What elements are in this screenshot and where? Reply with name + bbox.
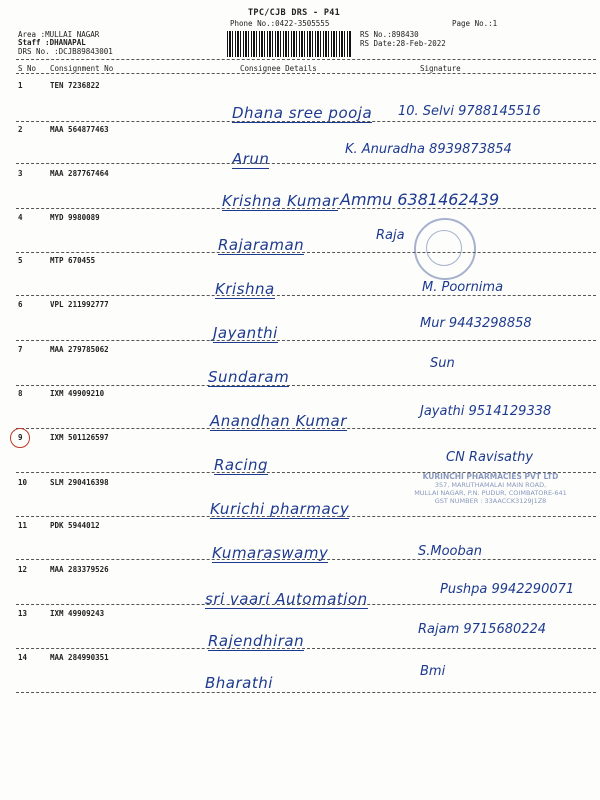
signature: 10. Selvi 9788145516	[398, 104, 541, 119]
signature: Ammu 6381462439	[340, 190, 500, 209]
staff-field: Staff :DHANAPAL	[18, 38, 86, 47]
consignment-number: TEN 7236822	[50, 81, 100, 90]
row-number: 14	[18, 653, 28, 662]
rs-number: RS No.:898430	[360, 30, 419, 39]
consignment-number: PDK 5944012	[50, 521, 100, 530]
consignee-name: Anandhan Kumar	[210, 412, 347, 430]
divider	[16, 385, 596, 386]
consignee-name: Jayanthi	[213, 324, 278, 342]
divider	[16, 340, 596, 341]
signature: S.Mooban	[418, 544, 482, 559]
signature: Mur 9443298858	[420, 316, 532, 331]
row-number: 9	[18, 433, 23, 442]
row-number: 2	[18, 125, 23, 134]
row-number: 7	[18, 345, 23, 354]
divider	[16, 59, 596, 60]
divider	[16, 252, 596, 253]
col-header-sno: S No	[18, 64, 37, 73]
consignment-number: IXM 49909243	[50, 609, 105, 618]
drs-title: TPC/CJB DRS - P41	[248, 8, 341, 18]
signature: K. Anuradha 8939873854	[345, 142, 512, 157]
row-number: 5	[18, 256, 23, 265]
consignee-name: Krishna	[215, 280, 275, 298]
rs-date: RS Date:28-Feb-2022	[360, 39, 446, 48]
consignee-name: Sundaram	[208, 368, 290, 386]
col-header-consignment: Consignment No	[50, 64, 114, 73]
consignee-name: Krishna Kumar	[222, 192, 339, 210]
consignee-name: Arun	[232, 150, 270, 168]
consignment-number: IXM 49909210	[50, 389, 105, 398]
row-number: 13	[18, 609, 28, 618]
round-stamp-icon	[414, 218, 476, 280]
divider	[16, 73, 596, 74]
consignee-name: Kurichi pharmacy	[210, 500, 350, 518]
col-header-consignee: Consignee Details	[240, 64, 317, 73]
signature: Raja	[376, 228, 405, 243]
row-number: 10	[18, 478, 28, 487]
consignment-number: MAA 279785062	[50, 345, 109, 354]
stamp-address: MULLAI NAGAR, P.N. PUDUR, COIMBATORE-641	[414, 489, 567, 497]
divider	[16, 163, 596, 164]
consignee-name: Dhana sree pooja	[232, 104, 373, 122]
consignment-number: IXM 501126597	[50, 433, 109, 442]
signature: CN Ravisathy	[446, 450, 534, 465]
row-number: 4	[18, 213, 23, 222]
divider	[16, 516, 596, 517]
stamp-company-name: KURINCHI PHARMACIES PVT LTD	[422, 472, 559, 481]
signature: Rajam 9715680224	[418, 622, 547, 637]
divider	[16, 121, 596, 122]
consignee-name: Racing	[214, 456, 269, 474]
divider	[16, 692, 596, 693]
stamp-gst: GST NUMBER : 33AACCK3129J1Z8	[434, 497, 547, 505]
signature: Pushpa 9942290071	[440, 582, 575, 597]
row-number: 3	[18, 169, 23, 178]
signature: Jayathi 9514129338	[420, 404, 552, 419]
consignee-name: Rajaraman	[218, 236, 305, 254]
consignment-number: VPL 211992777	[50, 300, 109, 309]
row-number: 1	[18, 81, 23, 90]
row-number: 6	[18, 300, 23, 309]
consignment-number: MTP 670455	[50, 256, 96, 265]
divider	[16, 208, 596, 209]
consignee-name: sri vaari Automation	[205, 590, 368, 608]
page-number: Page No.:1	[452, 19, 498, 28]
divider	[16, 559, 596, 560]
consignment-number: SLM 290416398	[50, 478, 109, 487]
row-number: 8	[18, 389, 23, 398]
consignee-name: Rajendhiran	[208, 632, 305, 650]
signature: Bmi	[420, 664, 446, 679]
signature: Sun	[430, 356, 455, 371]
divider	[16, 428, 596, 429]
consignee-name: Kumaraswamy	[212, 544, 329, 562]
consignment-number: MAA 284990351	[50, 653, 109, 662]
consignment-number: MYD 9980089	[50, 213, 100, 222]
row-number: 12	[18, 565, 28, 574]
consignment-number: MAA 287767464	[50, 169, 109, 178]
divider	[16, 604, 596, 605]
drs-number: DRS No. :DCJB89843001	[18, 47, 113, 56]
col-header-signature: Signature	[420, 64, 461, 73]
barcode	[227, 31, 351, 57]
consignee-name: Bharathi	[205, 674, 273, 692]
phone-number: Phone No.:0422-3505555	[230, 19, 330, 28]
consignment-number: MAA 283379526	[50, 565, 109, 574]
company-stamp	[393, 472, 588, 530]
area-field: Area :MULLAI NAGAR	[18, 30, 100, 39]
consignment-number: MAA 564877463	[50, 125, 109, 134]
stamp-address: 357, MARUTHAMALAI MAIN ROAD,	[434, 481, 547, 489]
row-number: 11	[18, 521, 28, 530]
divider	[16, 648, 596, 649]
signature: M. Poornima	[422, 280, 504, 295]
divider	[16, 295, 596, 296]
